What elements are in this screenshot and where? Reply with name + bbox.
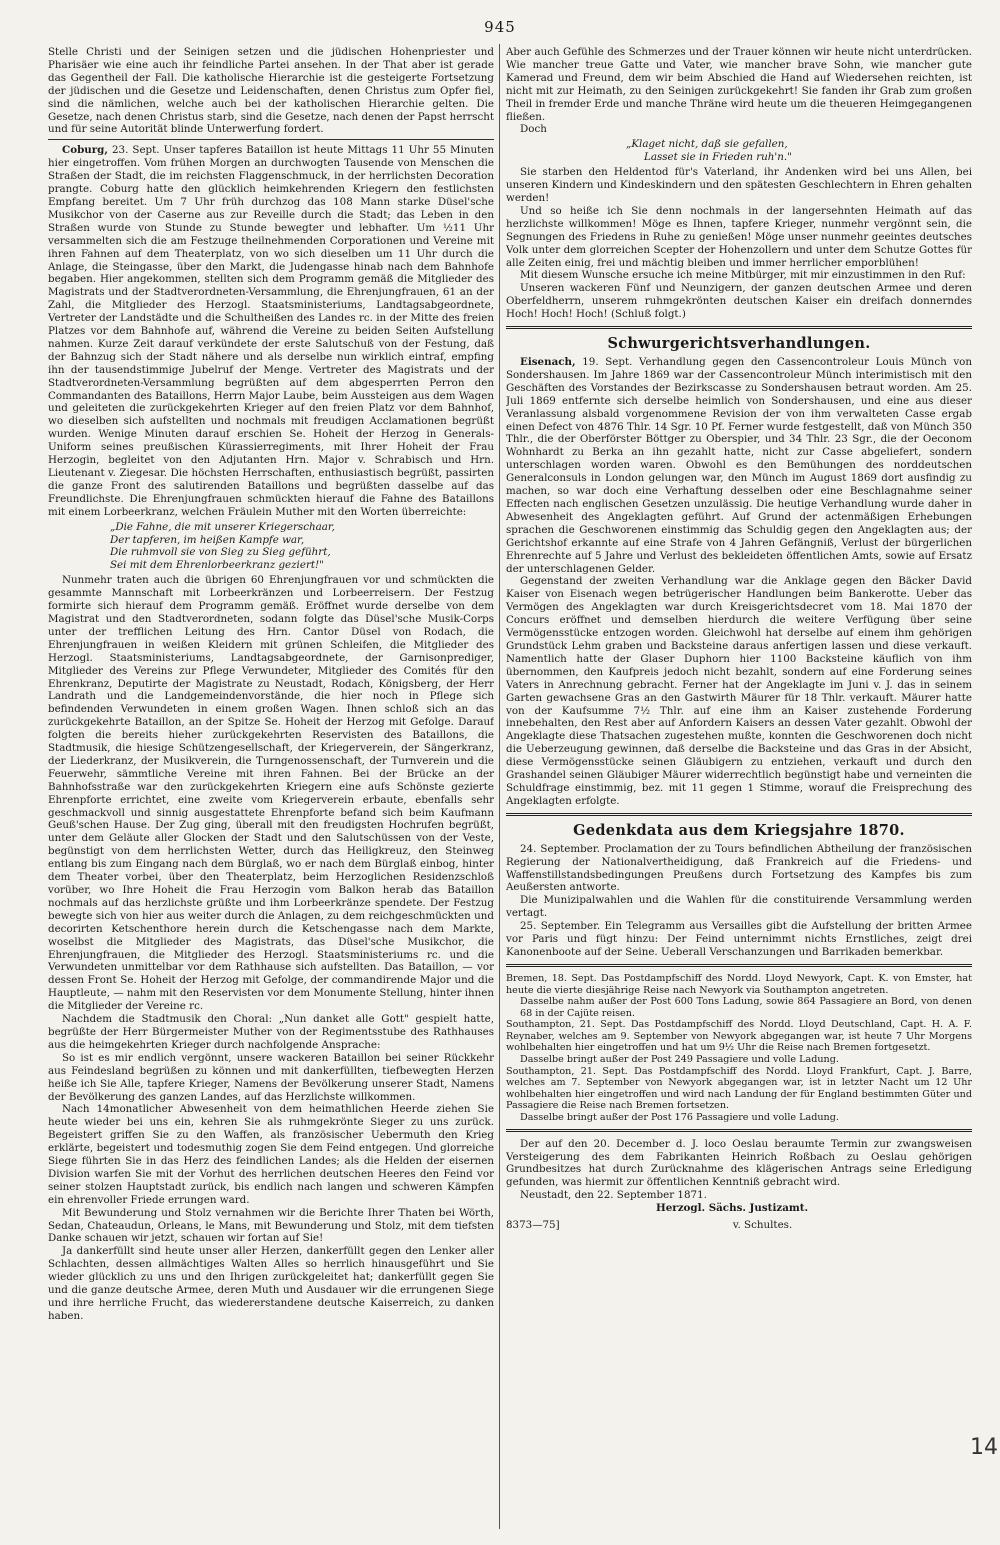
notice-footer — [506, 1219, 972, 1232]
paragraph: Mit Bewunderung und Stolz vernahmen wir die Berichte Ihrer Thaten bei Wörth, Sedan, Chateaudun, Orleans, le Mans, mit Bewunderung und Stolz, mit dem tiefsten Danke schauen wir jetzt, schauen wir fortan auf Sie! — [48, 1206, 494, 1245]
paragraph: So ist es mir endlich vergönnt, unsere wackeren Bataillon bei seiner Rückkehr aus Feindesland begrüßen zu können und mit dankerfüllten, tiefbewegten Herzen heiße ich Sie Alle, tapfere Krieger, Namens der Bevölkerung unserer Stadt, Namens der Bevölkerung des ganzen Landes, auf das Herzlichste willkommen. — [48, 1051, 494, 1103]
section-heading: Gedenkdata aus dem Kriegsjahre 1870. — [573, 821, 905, 839]
paragraph: Doch — [520, 123, 547, 136]
notice-signature: Herzogl. Sächs. Justizamt. — [656, 1202, 809, 1215]
shipping-notice: Southampton, 21. Sept. Das Postdampfschiff des Nordd. Lloyd Deutschland, Capt. H. A. F. Reynaber, welches am 9. September von Newyork abgegangen war, ist heute 7 Uhr Morgens wohlbehalten hier eingetroffen und hat um 9½ Uhr die Reise nach Bremen fortgesetzt. — [506, 1019, 972, 1054]
handwritten-note: 14 — [970, 1435, 998, 1460]
poem-verse: „Klaget nicht, daß sie gefallen, Lasset sie in Frieden ruh'n." — [626, 138, 792, 164]
shipping-notice: Bremen, 18. Sept. Das Postdampfschiff des Nordd. Lloyd Newyork, Capt. K. von Emster, hat heute die vierte diesjährige Reise nach Newyork via Southampton angetreten. — [506, 972, 972, 996]
notice-signatory: v. Schultes. — [732, 1219, 793, 1232]
paragraph: Unseren wackeren Fünf und Neunzigern, der ganzen deutschen Armee und deren Oberfeldherrn, unserem ruhmgekrönten deutschen Kaiser ein dreifach donnerndes Hoch! Hoch! Hoch! (Schluß folgt.) — [506, 282, 972, 321]
section-rule — [506, 1129, 972, 1132]
notice-code: 8373—75] — [506, 1219, 560, 1232]
paragraph: Ja dankerfüllt sind heute unser aller Herzen, dankerfüllt gegen den Lenker aller Schlachten, dessen allmächtiges Walten Alles so herrlich hinausgeführt und Sie wieder glücklich zu uns und den Ihrigen zurückgeleitet hat; dankerfüllt gegen Sie und die ganze deutsche Armee, deren Muth und Ausdauer wir die errungenen Siege und ihre herrliche Frucht, das wiedererstandene deutsche Kaiserreich, zu danken haben. — [48, 1245, 494, 1322]
shipping-notice: Southampton, 21. Sept. Das Postdampfschiff des Nordd. Lloyd Frankfurt, Capt. J. Barre, welches am 7. September von Newyork abgegangen war, ist in letzter Nacht um 12 Uhr wohlbehalten hier eingetroffen und wird nach Landung der für England bestimmten Güter und Passagiere die Reise nach Bremen fortsetzen. — [506, 1065, 972, 1112]
right-column — [506, 46, 972, 1531]
paragraph: Aber auch Gefühle des Schmerzes und der Trauer können wir heute nicht unterdrücken. Wie mancher treue Gatte und Vater, wie mancher brave Sohn, wie mancher gute Kamerad und Freund, dem wir beim Abschied die Hand auf Wiedersehen reichten, ist nicht mit zur Heimath, zu den Seinigen zurückgekehrt! Sie fanden ihr Grab zum großen Theil in fremder Erde und manche Thräne wird heute um die theueren Heimgegangenen fließen. — [506, 46, 972, 123]
paragraph: Mit diesem Wunsche ersuche ich meine Mitbürger, mit mir einzustimmen in den Ruf: — [520, 269, 966, 282]
shipping-notices: Bremen, 18. Sept. Das Postdampfschiff des Nordd. Lloyd Newyork, Capt. K. von Emster, hat heute die vierte diesjährige Reise nach Newyork via Southampton angetreten. Dasselbe nahm außer der Post 600 Tons Ladung, sowie 864 Passagiere an Bord, von denen 68 in der Cajüte reisen. Southampton, 21. Sept. Das Postdampfschiff des Nordd. Lloyd Deutschland, Capt. H. A. F. Reynaber, welches am 9. September von Newyork abgegangen war, ist heute 7 Uhr Morgens wohlbehalten hier eingetroffen und hat um 9½ Uhr die Reise nach Bremen fortgesetzt. Dasselbe bringt außer der Post 249 Passagiere und volle Ladung. Southampton, 21. Sept. Das Postdampfschiff des Nordd. Lloyd Frankfurt, Capt. J. Barre, welches am 7. September von Newyork abgegangen war, ist in letzter Nacht um 12 Uhr wohlbehalten hier eingetroffen und wird nach Landung der für England bestimmten Güter und Passagiere die Reise nach Bremen fortsetzen. Dasselbe bringt außer der Post 176 Passagiere und volle Ladung. — [506, 972, 972, 1124]
section-rule — [48, 139, 494, 140]
paragraph: Die Munizipalwahlen und die Wahlen für die constituirende Versammlung werden vertagt. — [506, 894, 972, 920]
paragraph: Stelle Christi und der Seinigen setzen und die jüdischen Hohenpriester und Pharisäer wie eine auch ihr feindliche Partei ansehen. In der That aber ist gerade das Gegentheil der Fall. Die katholische Hierarchie ist die gesteigerte Fortsetzung der jüdischen und die Gesetze und Leidenschaften, denen Christus zum Opfer fiel, sind die nämlichen, welche auch bei der katholischen Hierarchie gelten. Die Gesetze, nach denen Christus starb, sind die Gesetze, nach denen der Papst herrscht und für seine Autorität blinde Unterwerfung fordert. — [48, 46, 494, 136]
section-heading: Schwurgerichtsverhandlungen. — [607, 335, 871, 353]
paragraph: Nachdem die Stadtmusik den Choral: „Nun danket alle Gott" gespielt hatte, begrüßte der Herr Bürgermeister Muther von der Regimentsstube des Rathhauses aus die heimgekehrten Krieger durch nachfolgende Ansprache: — [48, 1013, 494, 1051]
paragraph: Nunmehr traten auch die übrigen 60 Ehrenjungfrauen vor und schmückten die gesammte Mannschaft mit Lorbeerkränzen und Lorbeerreisern. Der Festzug formirte sich hierauf dem Programm gemäß. Eröffnet wurde derselbe von dem Magistrat und den Stadtverordneten, sodann folgte das Düsel'sche Musik-Corps unter der trefflichen Leitung des Hrn. Cantor Düsel von Rodach, die Ehrenjungfrauen in weißen Kleidern mit grünen Schleifen, die Mitglieder des Herzogl. Staatsministeriums, Landtagsabgeordnete, der Garnisonprediger, Mitglieder des Vereins zur Pflege Verwundeter, Mitglieder des Comités für den Ehrenkranz, Deputirte der Magistrate zu Neustadt, Rodach, Königsberg, der Herr Landrath und die Landgemeindenvorstände, die hier noch in Pflege sich befindenden Verwundeten in einem großen Wagen. Ihnen schloß sich an das zurückgekehrte Bataillon, an der Spitze Se. Hoheit der Herzog mit Gefolge. Darauf folgten die bereits hieher zurückgekehrten Reservisten des Bataillons, die Stadtmusik, die hiesige Schützengesellschaft, der Kriegerverein, der Sängerkranz, der Liederkranz, der Musikverein, die Turngenossenschaft, der Turnverein und die Feuerwehr, sämmtliche Vereine mit ihren Fahnen. Bei der Brücke an der Bahnhofsstraße war den zurückgekehrten Kriegern eine aufs Schönste gezierte Ehrenpforte errichtet, eine zweite vom Kriegerverein erbaute, ebenfalls sehr geschmackvoll und sinnig ausgestattete Ehrenpforte befand sich beim Kaufmann Geuß'schen Hause. Der Zug ging, überall mit den freudigsten Hochrufen begrüßt, unter dem Geläute aller Glocken der Stadt und den Salutschüssen von der Veste, begünstigt von dem herrlichsten Wetter, durch das Heiligkreuz, den Steinweg entlang bis zum Eingang nach dem Bürglaß, wo er nach dem Bürglaß einbog, hinter dem Theater vorbei, über den Theaterplatz, beim Herzoglichen Residenzschloß vorüber, wo Ihre Hoheit die Frau Herzogin vom Balkon herab das Bataillon nochmals auf das herzlichste grüßte und ihm Lorbeerkränze spendete. Der Festzug bewegte sich von hier aus weiter durch die Anlagen, zu dem reichgeschmückten und decorirten Ketschenthore herein durch die Ketschengasse nach dem Markte, woselbst die Mitglieder des Magistrats, das Düsel'sche Musikchor, die Ehrenjungfrauen, die Mitglieder des Herzogl. Staatsministeriums rc. und die Verwundeten unmittelbar vor dem Rathhause sich aufstellten. Das Bataillon, — vor dessen Front Se. Hoheit der Herzog mit Gefolge, der commandirende Major und die Hauptleute, — nahm mit den Reservisten vor dem Monumente Stellung, hinter ihnen die Mitglieder der Vereine rc. — [48, 574, 494, 1013]
poem-verse: „Die Fahne, die mit unserer Kriegerschaar, Der tapferen, im heißen Kampfe war, Die ruhmvoll sie von Sieg zu Sieg geführt, Sei mit dem Ehrenlorbeerkranz geziert!" — [110, 520, 335, 572]
coburg-report: Coburg, 23. Sept. Unser tapferes Bataillon ist heute Mittags 11 Uhr 55 Minuten hier eingetroffen. Vom frühen Morgen an durchwogten Tausende von Menschen die Straßen der Stadt, die im reichsten Flaggenschmuck, in der herrlichsten Decoration prangte. Coburg hatte den glücklich heimkehrenden Kriegern den festlichsten Empfang bereitet. Um 7 Uhr früh durchzog das 108 Mann starke Düsel'sche Musikchor von der Caserne aus zur Reveille durch die Stadt; das Leben in den Straßen wurde von Stunde zu Stunde bewegter und lebhafter. Um ½11 Uhr versammelten sich die am Festzuge theilnehmenden Corporationen und Vereine mit ihren Fahnen auf dem Theaterplatz, von wo sich dieselben um 11 Uhr durch die Anlage, die Steingasse, über den Markt, die Judengasse hinab nach dem Bahnhofe begaben. Hier angekommen, stellten sich dem Programm gemäß die Mitglieder des Magistrats und der Stadtverordneten-Versammlung, die Ehrenjungfrauen, 61 an der Zahl, die Mitglieder des Herzogl. Staatsministeriums, Landtagsabgeordnete, Vertreter der Landstädte und die Schultheißen des Landes rc. in der Mitte des freien Platzes vor dem Bahnhofe auf, während die Vereine zu beiden Seiten Aufstellung nahmen. Kurze Zeit darauf verkündete der erste Salutschuß von der Festung, daß der Bahnzug sich der Stadt nähere und als derselbe nun wirklich eintraf, empfing ihn der tausendstimmige Jubelruf der Menge. Vertreter des Magistrats und der Stadtverordneten-Versammlung begrüßten auf dem abgesperrten Perron den Commandanten des Bataillons, Herrn Major Laube, beim Aussteigen aus dem Wagen und geleiteten die zurückgekehrten Krieger auf den freien Platz vor dem Bahnhof, wo dieselben sich aufstellten und nochmals mit freudigen Acclamationen begrüßt wurden. Wenige Minuten darauf erschien Se. Hoheit der Herzog in Generals-Uniform seines preußischen Kürassierregiments, mit Ihrer Hoheit der Frau Herzogin, begleitet von den Adjutanten Hrn. Major v. Schrabisch und Hrn. Lieutenant v. Ziegesar. Die höchsten Herrschaften, enthusiastisch begrüßt, passirten die ganze Front des salutirenden Bataillons und begrüßten dasselbe auf das Freundlichste. Die Ehrenjungfrauen schmückten hierauf die Fahne des Bataillons mit einem Lorbeerkranz, welchen Fräulein Muther mit den Worten überreichte: — [48, 144, 494, 518]
paragraph: 24. September. Proclamation der zu Tours befindlichen Abtheilung der französischen Regierung der Nationalvertheidigung, daß Frankreich auf die Friedens- und Waffenstillstandsbedingungen Preußens durch Fortsetzung des Kampfes bis zum Aeußersten antworte. — [506, 842, 972, 894]
legal-notice: Der auf den 20. December d. J. loco Oeslau beraumte Termin zur zwangsweisen Versteigerung des dem Fabrikanten Heinrich Roßbach zu Oeslau gehörigen Grundbesitzes hat durch Zurücknahme des klägerischen Antrags seine Erledigung gefunden, was hiermit zur öffentlichen Kenntniß gebracht wird. — [506, 1137, 972, 1189]
paragraph: Gegenstand der zweiten Verhandlung war die Anklage gegen den Bäcker David Kaiser von Eisenach wegen betrügerischer Handlungen beim Bankerotte. Ueber das Vermögen des Angeklagten war durch Kreisgerichtsdecret vom 18. Mai 1870 der Concurs eröffnet und demselben hierdurch die weitere Verfügung über seine Vermögensstücke entzogen worden. Gleichwohl hat derselbe auf einem ihm gehörigen Grundstück Lehm graben und Backsteine daraus anfertigen lassen und diese verkauft. Namentlich hatte der Glaser Duphorn hier 1100 Backsteine käuflich von ihm übernommen, den Kaufpreis jedoch nicht bezahlt, sondern auf eine Forderung seines Vaters in Anrechnung gebracht. Ferner hat der Angeklagte im Juni v. J. das in seinem Garten gewachsene Gras an den Gastwirth Mäurer für 18 Thlr. verkauft. Mäurer hatte von der Kaufsumme 7½ Thlr. auf eine ihm an Kaiser zustehende Forderung innebehalten, den Rest aber auf Anfordern Kaisers an dessen Vater gezahlt. Obwohl der Angeklagte diese Thatsachen zugestehen mußte, konnten die Geschworenen doch nicht die Ueberzeugung gewinnen, daß derselbe die Backsteine und das Gras in der Absicht, diese Vermögensstücke seinen Gläubigern zu entziehen, verkauft und durch den Grashandel seinen Gläubiger Mäurer widerrechtlich begünstigt habe und verneinten die Schuldfrage einstimmig, bez. mit 11 gegen 1 Stimme, worauf die Freisprechung des Angeklagten erfolgte. — [506, 575, 972, 807]
section-rule — [506, 813, 972, 816]
paragraph: Und so heiße ich Sie denn nochmals in der langersehnten Heimath auf das herzlichste willkommen! Möge es Ihnen, tapfere Krieger, nunmehr vergönnt sein, die Segnungen des Friedens in Ruhe zu genießen! Möge unser nunmehr geeintes deutsches Volk unter dem glorreichen Scepter der Hohenzollern und unter dem Schutze Gottes für alle Zeiten einig, frei und mächtig bleiben und immer herrlicher emporblühen! — [506, 204, 972, 269]
page-number: 945 — [484, 18, 516, 36]
left-column — [48, 46, 494, 1531]
eisenach-report: Eisenach, 19. Sept. Verhandlung gegen den Cassencontroleur Louis Münch von Sondershausen. Im Jahre 1869 war der Cassencontroleur Münch interimistisch mit den Geschäften des Vorstandes der Bezirkscasse zu Sondershausen betraut worden. Am 25. Juli 1869 entfernte sich derselbe heimlich von Sondershausen, und eine aus dieser Veranlassung alsbald vorgenommene Revision der von ihm verwalteten Casse ergab einen Defect von 4876 Thlr. 14 Sgr. 10 Pf. Ferner wurde festgestellt, daß von Münch 350 Thlr., die der Oberförster Böttger zu Oberspier, und 34 Thlr. 23 Sgr., die der Oeconom Wohnhardt zu Berka an ihn gezahlt hatte, nicht zur Casse abgeliefert, sondern unterschlagen worden waren. Obwohl es den Bemühungen des norddeutschen Generalconsuls in London gelungen war, den Münch im August 1869 dort ausfindig zu machen, so war doch eine Verhaftung desselben oder eine Beschlagnahme seiner Effecten nach englischen Gesetzen unzulässig. Die heutige Verhandlung wurde daher in Abwesenheit des Angeklagten geführt. Auf Grund der actenmäßigen Erhebungen sprachen die Geschworenen einstimmig das Schuldig gegen den Angeklagten aus; der Gerichtshof erkannte auf eine Strafe von 4 Jahren Gefängniß, Verlust der bürgerlichen Ehrenrechte auf 5 Jahre und Verlust des bekleideten öffentlichen Amts, sowie auf Ersatz der unterschlagenen Gelder. — [506, 356, 972, 575]
notice-place-date: Neustadt, den 22. September 1871. — [520, 1189, 707, 1202]
section-rule — [506, 964, 972, 967]
section-rule — [506, 326, 972, 329]
paragraph: Nach 14monatlicher Abwesenheit von dem heimathlichen Heerde ziehen Sie heute wieder bei uns ein, kehren Sie als ruhmgekrönte Sieger zu uns zurück. Begeistert griffen Sie zu den Waffen, als französischer Uebermuth den Krieg erklärte, begeistert und todesmuthig zogen Sie dem Feind entgegen. Und glorreiche Siege führten Sie in das Herz des feindlichen Landes; als die Helden der eisernen Division warfen Sie mit der Vorhut des herrlichen deutschen Heeres den Feind vor seiner stolzen Hauptstadt zurück, bis endlich nach langen und schweren Kämpfen ein ehrenvoller Friede errungen ward. — [48, 1103, 494, 1206]
column-divider — [499, 44, 500, 1529]
paragraph: 25. September. Ein Telegramm aus Versailles gibt die Aufstellung der britten Armee vor Paris und fügt hinzu: Der Feind unternimmt nichts Ernstliches, zeigt drei Kanonenboote auf der Seine. Ueberall Verschanzungen und Barrikaden bemerkbar. — [506, 920, 972, 958]
dateline: Eisenach, — [520, 356, 576, 369]
dateline: Coburg, — [62, 144, 108, 157]
paragraph: Sie starben den Heldentod für's Vaterland, ihr Andenken wird bei uns Allen, bei unseren Kindern und Kindeskindern und den spätesten Geschlechtern in Ehren gehalten werden! — [506, 166, 972, 204]
